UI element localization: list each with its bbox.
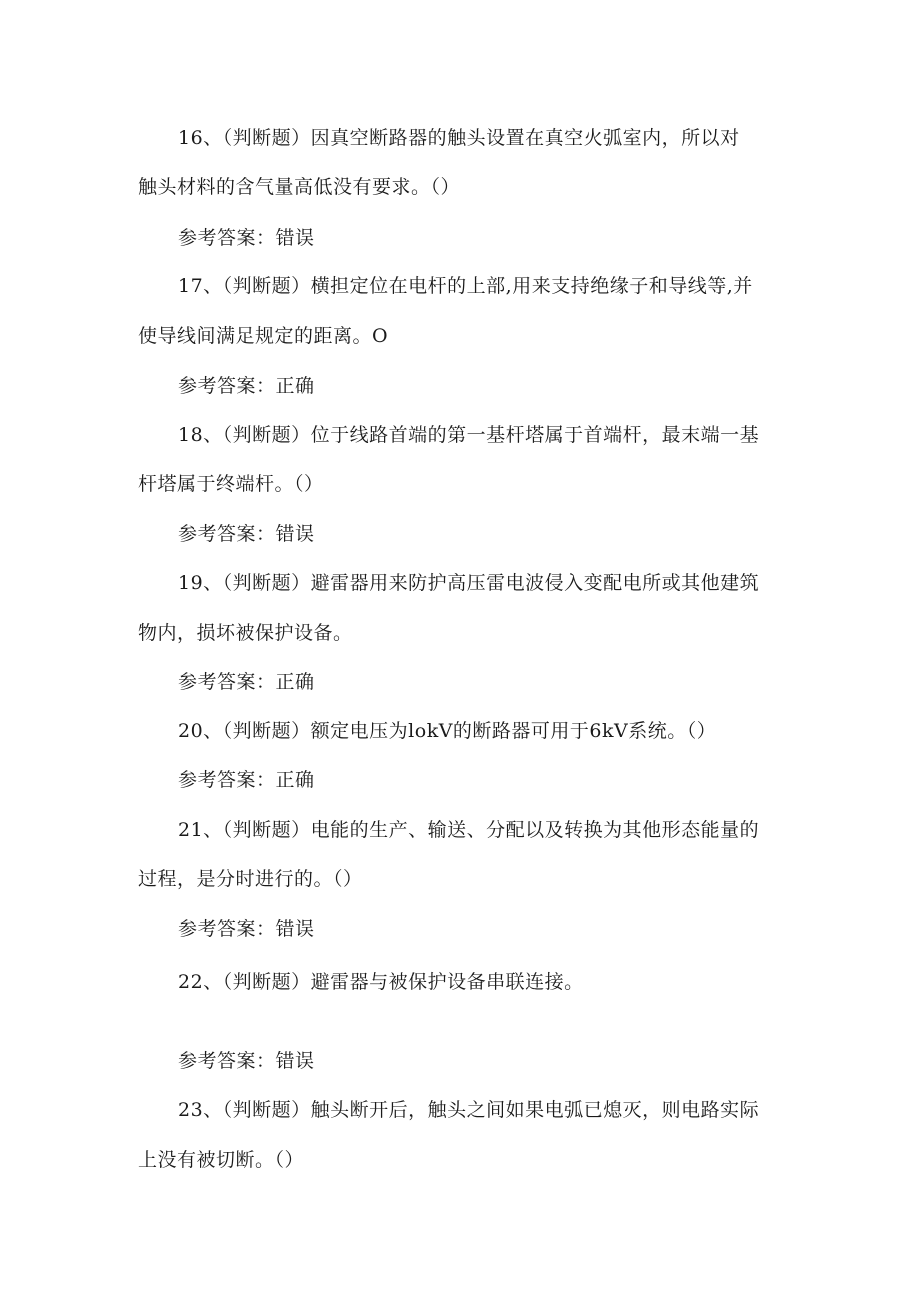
answer-16: 参考答案：错误 bbox=[178, 227, 315, 249]
question-22-line-1: 22、（判断题）避雷器与被保护设备串联连接。 bbox=[178, 971, 584, 993]
answer-20: 参考答案：正确 bbox=[178, 769, 315, 791]
question-16-line-2: 触头材料的含气量高低没有要求。（） bbox=[138, 176, 461, 198]
question-19-line-2: 物内，损坏被保护设备。 bbox=[138, 622, 353, 644]
answer-21: 参考答案：错误 bbox=[178, 918, 315, 940]
answer-22: 参考答案：错误 bbox=[178, 1050, 315, 1072]
question-18-line-1: 18、（判断题）位于线路首端的第一基杆塔属于首端杆，最末端一基 bbox=[178, 424, 760, 446]
question-23-line-2: 上没有被切断。（） bbox=[138, 1149, 305, 1171]
question-21-line-2: 过程，是分时进行的。（） bbox=[138, 868, 363, 890]
question-19-line-1: 19、（判断题）避雷器用来防护高压雷电波侵入变配电所或其他建筑 bbox=[178, 572, 760, 594]
answer-18: 参考答案：错误 bbox=[178, 523, 315, 545]
question-23-line-1: 23、（判断题）触头断开后，触头之间如果电弧已熄灭，则电路实际 bbox=[178, 1099, 760, 1121]
question-20-line-1: 20、（判断题）额定电压为lokV的断路器可用于6kV系统。（） bbox=[178, 720, 717, 742]
question-18-line-2: 杆塔属于终端杆。（） bbox=[138, 473, 324, 495]
answer-19: 参考答案：正确 bbox=[178, 671, 315, 693]
question-17-line-2: 使导线间满足规定的距离。O bbox=[138, 325, 389, 347]
question-21-line-1: 21、（判断题）电能的生产、输送、分配以及转换为其他形态能量的 bbox=[178, 819, 760, 841]
question-17-line-1: 17、（判断题）横担定位在电杆的上部,用来支持绝缘子和导线等,并 bbox=[178, 275, 753, 297]
question-16-line-1: 16、（判断题）因真空断路器的触头设置在真空火弧室内，所以对 bbox=[178, 127, 740, 149]
answer-17: 参考答案：正确 bbox=[178, 375, 315, 397]
